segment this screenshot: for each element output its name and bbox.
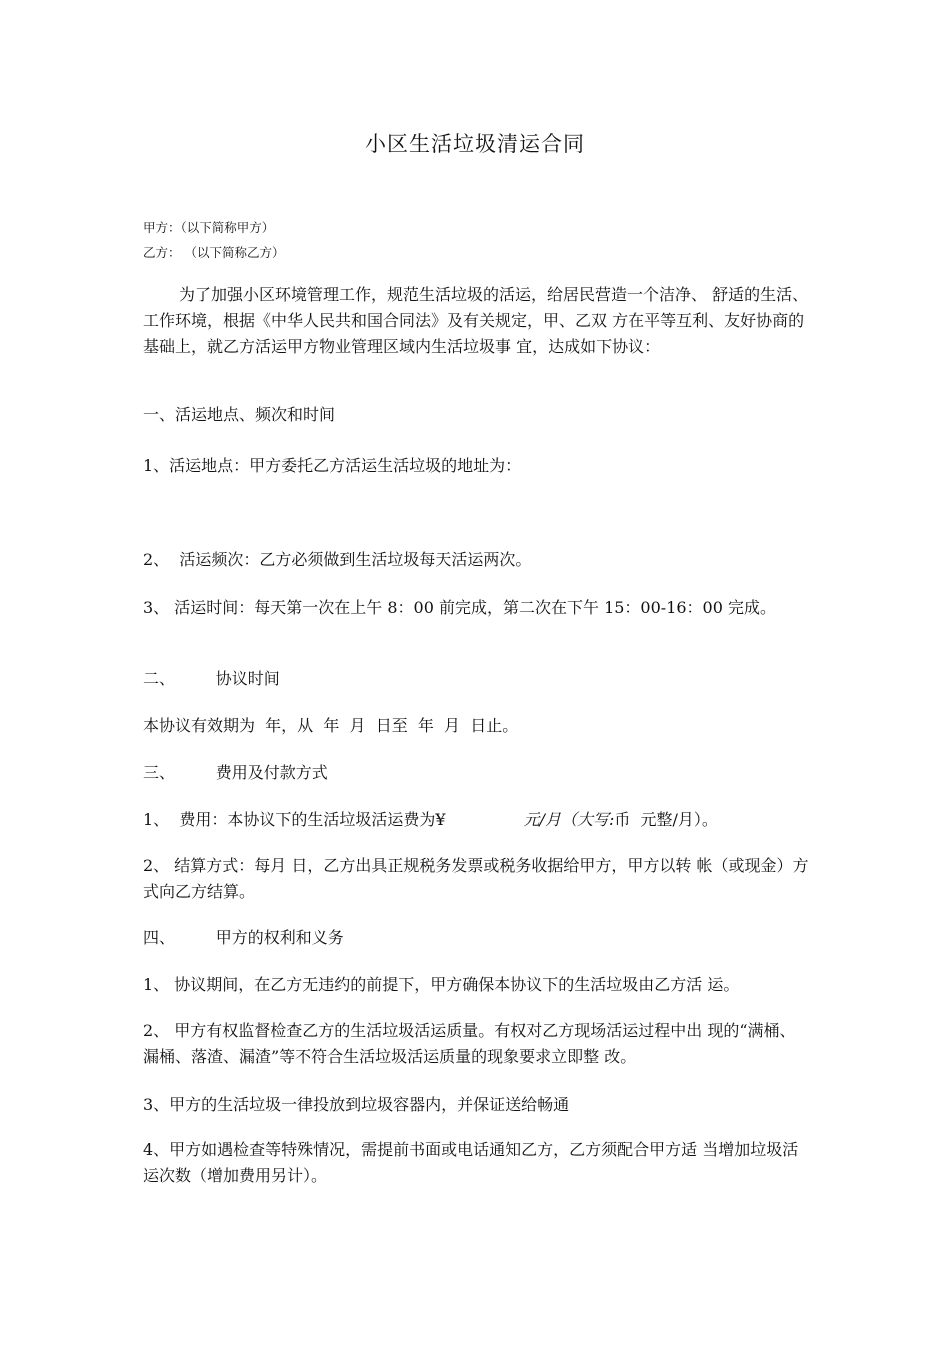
- section-3-item-2: 2、 结算方式：每月 日，乙方出具正规税务发票或税务收据给甲方，甲方以转 帐（或现金）方式向乙方结算。: [143, 856, 809, 901]
- section-1-heading: 一、活运地点、频次和时间: [143, 405, 336, 424]
- party-b-line: 乙方： （以下简称乙方）: [143, 245, 285, 260]
- section-3-item-1: [143, 808, 718, 832]
- document-title: 小区生活垃圾清运合同: [365, 132, 585, 156]
- section-4-item-1: 1、 协议期间，在乙方无违约的前提下，甲方确保本协议下的生活垃圾由乙方活 运。: [143, 975, 740, 994]
- section-3-heading: 三、 费用及付款方式: [143, 763, 328, 782]
- section-4-item-2: 2、 甲方有权监督检查乙方的生活垃圾活运质量。有权对乙方现场活运过程中出 现的“满桶、漏桶、落渣、漏渣”等不符合生活垃圾活运质量的现象要求立即整 改。: [143, 1021, 796, 1066]
- section-1-item-3: 3、 活运时间：每天第一次在上午 8：00 前完成，第二次在下午 15：00-16：00 完成。: [143, 598, 776, 617]
- section-4-item-3: 3、甲方的生活垃圾一律投放到垃圾容器内，并保证送给畅通: [143, 1095, 570, 1114]
- section-2-heading: 二、 协议时间: [143, 669, 280, 688]
- section-4-heading: 四、 甲方的权利和义务: [143, 928, 344, 947]
- fee-uppercase: 币 元整/月）。: [614, 810, 718, 829]
- fee-unit: 元/月（大写:: [523, 810, 615, 829]
- fee-text: 1、 费用：本协议下的生活垃圾活运费为¥: [143, 810, 446, 829]
- intro-paragraph: 为了加强小区环境管理工作，规范生活垃圾的活运，给居民营造一个洁净、 舒适的生活、工作环境，根据《中华人民共和国合同法》及有关规定，甲、乙双 方在平等互利、友好协商的基础上，就乙方活运甲方物业管理区域内生活垃圾事 宜，达成如下协议：: [143, 285, 809, 356]
- section-1-item-1: 1、活运地点：甲方委托乙方活运生活垃圾的地址为：: [143, 456, 522, 475]
- section-2-text: 本协议有效期为 年，从 年 月 日至 年 月 日止。: [143, 716, 519, 735]
- party-a-line: 甲方：（以下简称甲方）: [143, 220, 275, 235]
- section-1-item-2: 2、 活运频次：乙方必须做到生活垃圾每天活运两次。: [143, 550, 532, 569]
- section-4-item-4: 4、甲方如遇检查等特殊情况，需提前书面或电话通知乙方，乙方须配合甲方适 当增加垃圾活运次数（增加费用另计）。: [143, 1140, 799, 1185]
